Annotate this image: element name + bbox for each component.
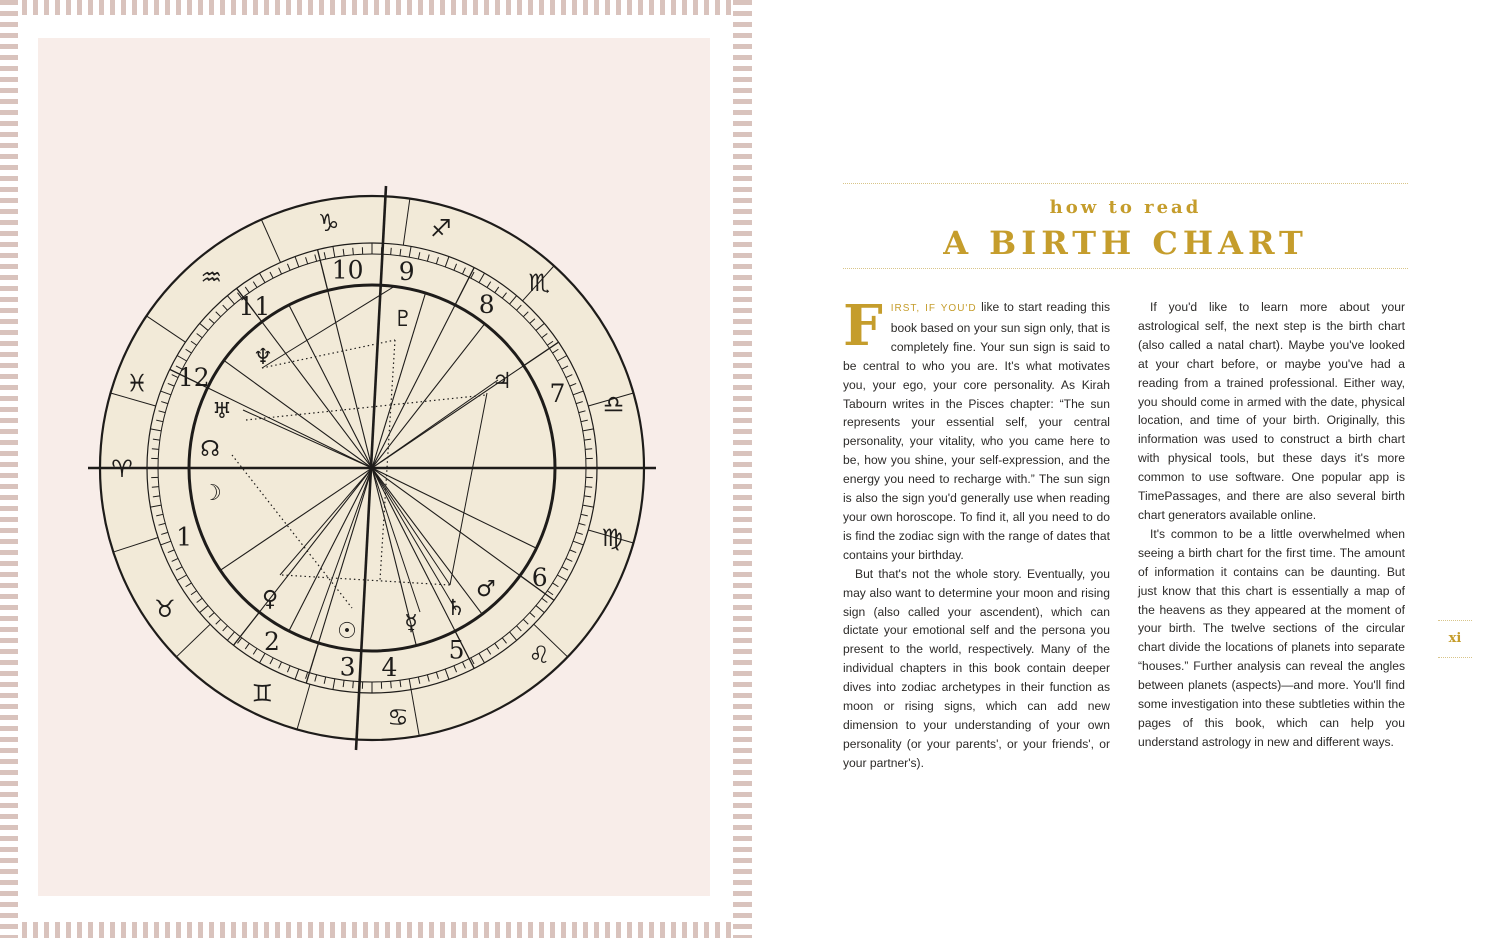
zodiac-sign-glyph: ♏: [528, 269, 551, 298]
decorative-stripe-border-right: [733, 0, 752, 938]
paragraph-4: It's common to be a little overwhelmed when seeing a birth chart for the first time. The amount of information it contains can be daunting. But just know that this chart is essentially a map of the heavens as they appeared at the moment of your birth. The twelve sections of the circular chart divide the locations of planets into separate “houses.” Further analysis can reveal the angles between planets (aspects)—and more. You'll find some investigation into these subtleties within the pages of this book, which can help you understand astrology in new and different ways.: [1138, 526, 1405, 749]
text-column-right: [1138, 298, 1405, 752]
house-number: 8: [478, 290, 495, 320]
degree-tick: [585, 487, 592, 488]
zodiac-sign-glyph: ♍: [601, 523, 624, 552]
heading-large: A BIRTH CHART: [943, 224, 1308, 262]
house-number: 10: [331, 255, 364, 285]
house-number: 12: [177, 363, 210, 393]
paragraph-1: [843, 293, 1111, 565]
text-column-left: [843, 293, 1111, 773]
house-number: 4: [381, 653, 398, 683]
paragraph-1-text: like to start reading this book based on your sun sign only, that is completely fine. Your sun sign is said to be central to who you are. It's what motivates you, your ego, your core personality. As Kirah Tabourn writes in the Pisces chapter: “The sun represents your essential self, your central personality, your vitality, who you came here to be, how you shine, your self-expression, and the energy you need to recharge with.” The sun sign is also the sign you'd generally use when reading your own horoscope. To find it, all you need to do is find the zodiac sign with the range of dates that contains your birthday.: [843, 300, 1111, 562]
degree-tick: [353, 248, 354, 255]
planet-glyph: ♀: [261, 587, 279, 612]
zodiac-sign-glyph: ♉: [153, 594, 176, 623]
page-number-tab: [1438, 620, 1472, 658]
degree-tick: [152, 449, 159, 450]
zodiac-sign-glyph: ♓: [126, 369, 148, 398]
planet-glyph: ♇: [393, 307, 413, 332]
planet-glyph: ♄: [446, 596, 466, 621]
house-number: 2: [264, 627, 280, 657]
degree-tick: [585, 449, 592, 450]
house-number: 1: [176, 522, 193, 552]
house-number: 7: [549, 379, 566, 409]
decorative-stripe-border-top: [0, 0, 752, 15]
zodiac-sign-glyph: ♎: [602, 390, 625, 419]
lead-in-smallcaps: IRST, IF YOU'D: [890, 303, 977, 314]
drop-cap: F: [843, 293, 883, 359]
planet-glyph: ☊: [200, 437, 220, 462]
planet-glyph: ☽: [202, 481, 222, 506]
planet-glyph: ☿: [404, 611, 418, 636]
paragraph-3: If you'd like to learn more about your astrological self, the next step is the birth chart (also called a natal chart). Maybe you've looked at your chart before, or maybe you've had a reading from a trained professional. Either way, you should come in armed with the date, physical location, and time of your birth. Originally, this information was used to construct a birth chart with physical tools, but these days it's more common to use software. One popular app is TimePassages, and there are also several birth chart generators available online.: [1138, 300, 1405, 522]
degree-tick: [152, 487, 159, 488]
page-number: xi: [1448, 631, 1462, 646]
decorative-stripe-border-bottom: [0, 922, 752, 938]
zodiac-sign-glyph: ♌: [528, 640, 551, 669]
zodiac-sign-glyph: ♊: [251, 679, 274, 708]
zodiac-sign-glyph: ♈: [111, 455, 133, 483]
zodiac-sign-glyph: ♑: [317, 208, 340, 237]
house-number: 3: [339, 652, 356, 682]
zodiac-sign-glyph: ♋: [387, 703, 409, 732]
house-number: 11: [238, 292, 271, 322]
top-divider-rule: [843, 183, 1408, 184]
house-number: 5: [448, 635, 465, 665]
house-number: 9: [398, 257, 415, 287]
birth-chart-illustration: [38, 38, 710, 896]
heading-divider-rule: [843, 268, 1408, 269]
paragraph-2: But that's not the whole story. Eventually, you may also want to determine your moon and rising sign (also called your ascendent), which can dictate your emotional self and the persona you present to the world, respectively. Many of the individual chapters in this book contain deeper dives into zodiac archetypes in their function as moon or rising signs, which can add new dimension to your understanding of your own personality (or your parents', or your friends', or your partner's).: [843, 566, 1110, 770]
degree-tick: [391, 248, 392, 255]
planet-glyph: ♂: [476, 577, 496, 602]
planet-glyph: ☉: [337, 619, 357, 644]
planet-glyph: ♃: [492, 369, 512, 394]
degree-tick: [353, 681, 354, 688]
heading-small: how to read: [1049, 197, 1202, 218]
zodiac-sign-glyph: ♒: [200, 263, 223, 292]
zodiac-sign-glyph: ♐: [430, 214, 452, 243]
planet-glyph: ♆: [253, 345, 273, 370]
house-number: 6: [531, 562, 548, 592]
decorative-stripe-border-left: [0, 0, 18, 938]
planet-glyph: ♅: [212, 399, 232, 424]
